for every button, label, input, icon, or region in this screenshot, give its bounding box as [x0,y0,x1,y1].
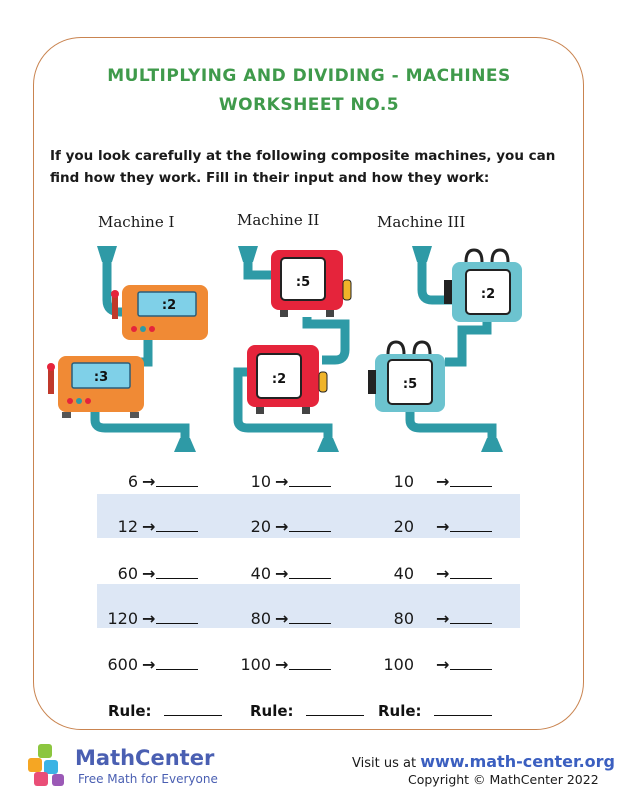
machine-2-top-op: :5 [295,275,311,290]
answer-blank[interactable] [289,564,331,579]
answer-blank[interactable] [450,564,492,579]
title-line-2: WORKSHEET NO.5 [218,95,400,115]
machine-2-label: Machine II [237,211,320,229]
answer-blank[interactable] [450,517,492,532]
answer-blank[interactable] [156,655,198,670]
visit-line [352,752,615,771]
answer-blank[interactable] [156,609,198,624]
intro-text: If you look carefully at the following composite machines, you can find how they work. Fill in their input and how they work: [50,148,556,186]
answer-blank[interactable] [450,472,492,487]
list-item: 100 → [380,655,492,674]
list-item: 80 → [380,609,492,628]
copyright: Copyright © MathCenter 2022 [408,772,599,787]
list-item: 600 → [98,655,198,674]
answer-blank[interactable] [450,609,492,624]
answer-blank[interactable] [450,655,492,670]
answer-blank[interactable] [289,655,331,670]
machine-3-illustration [368,246,522,452]
rule-2: Rule: [250,702,364,720]
machine-1-label: Machine I [98,213,175,231]
machine-3-label: Machine III [377,213,466,231]
list-item: 40 → [235,564,331,583]
list-item: 60 → [98,564,198,583]
list-item: 40 → [380,564,492,583]
list-item: 100 → [235,655,331,674]
machine-1-bottom-op: :3 [93,370,109,385]
list-item: 20 → [235,517,331,536]
website-link[interactable]: www.math-center.org [420,752,615,771]
answer-blank[interactable] [289,609,331,624]
rule-2-blank[interactable] [306,703,364,716]
list-item: 80 → [235,609,331,628]
rule-3-blank[interactable] [434,703,492,716]
list-item: 120 → [98,609,198,628]
answer-blank[interactable] [156,517,198,532]
answer-blank[interactable] [289,472,331,487]
list-item: 6 → [98,472,198,491]
machine-3-bottom-op: :5 [402,377,418,392]
visit-prefix: Visit us at [352,756,417,771]
brand-tagline: Free Math for Everyone [78,772,218,786]
mathcenter-logo-icon [24,742,72,788]
rule-1: Rule: [108,702,222,720]
answer-blank[interactable] [156,472,198,487]
list-item: 12 → [98,517,198,536]
title-line-1: MULTIPLYING AND DIVIDING - MACHINES [107,66,511,86]
machine-2-illustration [238,246,351,452]
list-item: 10 → [235,472,331,491]
machine-2-bottom-op: :2 [271,372,287,387]
rule-1-blank[interactable] [164,703,222,716]
rule-3: Rule: [378,702,492,720]
machine-3-top-op: :2 [480,287,496,302]
list-item: 10 → [380,472,492,491]
list-item: 20 → [380,517,492,536]
machine-1-top-op: :2 [161,298,177,313]
answer-blank[interactable] [289,517,331,532]
answer-blank[interactable] [156,564,198,579]
brand-name: MathCenter [75,746,215,770]
machine-1-illustration [47,246,208,452]
